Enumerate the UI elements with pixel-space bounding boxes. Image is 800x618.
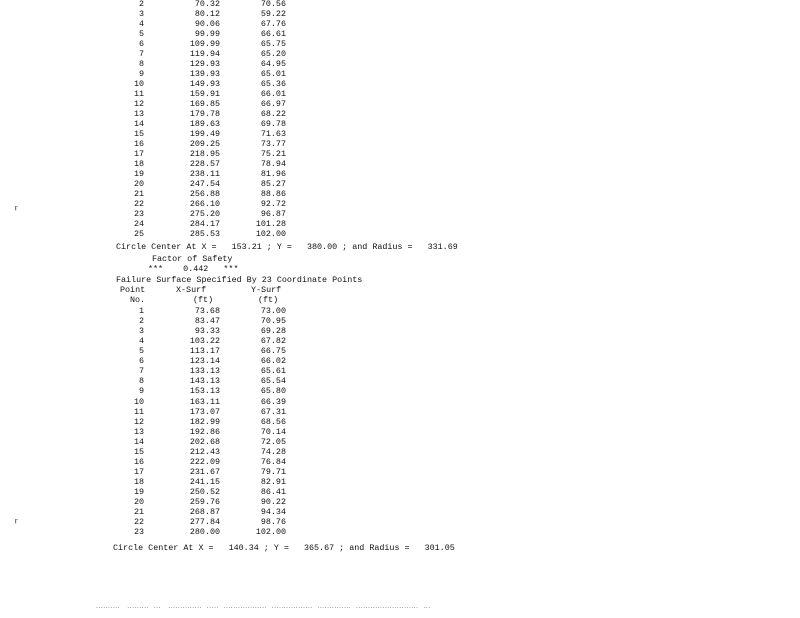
point-no: 18 bbox=[133, 158, 144, 169]
header-y-surf: Y-Surf bbox=[251, 285, 282, 295]
y-surf-value: 65.54 bbox=[260, 376, 286, 387]
circle-center-line-2: Circle Center At X = 140.34 ; Y = 365.67 ; and Radius = 301.05 bbox=[113, 543, 455, 553]
table-row bbox=[0, 428, 320, 438]
x-surf-value: 109.99 bbox=[189, 38, 220, 49]
y-surf-value: 74.28 bbox=[260, 446, 286, 457]
y-surf-value: 65.20 bbox=[260, 48, 286, 59]
x-surf-value: 277.84 bbox=[189, 517, 220, 528]
x-surf-value: 238.11 bbox=[189, 168, 220, 179]
y-surf-value: 90.22 bbox=[260, 497, 286, 508]
y-surf-value: 75.21 bbox=[260, 148, 286, 159]
point-no: 20 bbox=[133, 497, 144, 508]
y-surf-value: 71.63 bbox=[260, 128, 286, 139]
point-no: 21 bbox=[133, 188, 144, 199]
x-surf-value: 90.06 bbox=[194, 18, 220, 29]
point-no: 3 bbox=[138, 8, 144, 19]
x-surf-value: 129.93 bbox=[189, 58, 220, 69]
header-no: No. bbox=[130, 295, 146, 305]
x-surf-value: 189.63 bbox=[189, 118, 220, 129]
y-surf-value: 68.56 bbox=[260, 416, 286, 427]
point-no: 14 bbox=[133, 436, 144, 447]
point-no: 6 bbox=[138, 356, 144, 367]
point-no: 16 bbox=[133, 456, 144, 467]
y-surf-value: 65.75 bbox=[260, 38, 286, 49]
x-surf-value: 202.68 bbox=[189, 436, 220, 447]
x-surf-value: 212.43 bbox=[189, 446, 220, 457]
table-row bbox=[0, 150, 320, 160]
x-surf-value: 123.14 bbox=[189, 356, 220, 367]
y-surf-value: 102.00 bbox=[255, 228, 286, 239]
point-no: 9 bbox=[138, 386, 144, 397]
x-surf-value: 179.78 bbox=[189, 108, 220, 119]
x-surf-value: 73.68 bbox=[194, 306, 220, 316]
circle-center-line-1: Circle Center At X = 153.21 ; Y = 380.00 ; and Radius = 331.69 bbox=[116, 242, 458, 252]
y-surf-value: 85.27 bbox=[260, 178, 286, 189]
table-row bbox=[0, 170, 320, 180]
table-row bbox=[0, 408, 320, 418]
table-row bbox=[0, 110, 320, 120]
point-no: 10 bbox=[133, 78, 144, 89]
point-no: 22 bbox=[133, 517, 144, 528]
factor-of-safety-heading: Factor of Safety bbox=[152, 254, 233, 264]
point-no: 4 bbox=[138, 336, 144, 347]
point-no: 11 bbox=[133, 406, 144, 417]
x-surf-value: 173.07 bbox=[189, 406, 220, 417]
point-no: 23 bbox=[133, 527, 144, 538]
point-no: 17 bbox=[133, 148, 144, 159]
y-surf-value: 88.86 bbox=[260, 188, 286, 199]
point-no: 2 bbox=[138, 316, 144, 327]
point-no: 18 bbox=[133, 477, 144, 488]
point-no: 6 bbox=[138, 38, 144, 49]
point-no: 8 bbox=[138, 376, 144, 387]
y-surf-value: 73.00 bbox=[260, 306, 286, 316]
point-no: 10 bbox=[133, 396, 144, 407]
x-surf-value: 259.76 bbox=[189, 497, 220, 508]
table-row bbox=[0, 528, 320, 538]
table-row bbox=[0, 210, 320, 220]
failure-surface-title: Failure Surface Specified By 23 Coordinate Points bbox=[116, 275, 363, 285]
y-surf-value: 66.01 bbox=[260, 88, 286, 99]
header-x-unit: (ft) bbox=[193, 295, 214, 305]
table-row bbox=[0, 398, 320, 408]
point-no: 21 bbox=[133, 507, 144, 518]
x-surf-value: 153.13 bbox=[189, 386, 220, 397]
table-row bbox=[0, 120, 320, 130]
point-no: 7 bbox=[138, 48, 144, 59]
y-surf-value: 79.71 bbox=[260, 466, 286, 477]
y-surf-value: 66.39 bbox=[260, 396, 286, 407]
x-surf-value: 169.85 bbox=[189, 98, 220, 109]
table-row bbox=[0, 190, 320, 200]
point-no: 7 bbox=[138, 366, 144, 377]
y-surf-value: 67.82 bbox=[260, 336, 286, 347]
table-row bbox=[0, 140, 320, 150]
x-surf-value: 222.09 bbox=[189, 456, 220, 467]
x-surf-value: 285.53 bbox=[189, 228, 220, 239]
table-row bbox=[0, 90, 320, 100]
point-no: 1 bbox=[138, 306, 144, 316]
y-surf-value: 94.34 bbox=[260, 507, 286, 518]
y-surf-value: 81.96 bbox=[260, 168, 286, 179]
scan-mark: ⸢ bbox=[14, 517, 19, 531]
x-surf-value: 256.88 bbox=[189, 188, 220, 199]
x-surf-value: 103.22 bbox=[189, 336, 220, 347]
table-row bbox=[0, 448, 320, 458]
table-row bbox=[0, 80, 320, 90]
point-no: 12 bbox=[133, 416, 144, 427]
x-surf-value: 209.25 bbox=[189, 138, 220, 149]
y-surf-value: 66.75 bbox=[260, 346, 286, 357]
point-no: 23 bbox=[133, 208, 144, 219]
x-surf-value: 268.87 bbox=[189, 507, 220, 518]
x-surf-value: 228.57 bbox=[189, 158, 220, 169]
y-surf-value: 68.22 bbox=[260, 108, 286, 119]
x-surf-value: 99.99 bbox=[194, 28, 220, 39]
table-row bbox=[0, 220, 320, 230]
table-row bbox=[0, 230, 320, 240]
x-surf-value: 119.94 bbox=[189, 48, 220, 59]
y-surf-value: 59.22 bbox=[260, 8, 286, 19]
y-surf-value: 64.95 bbox=[260, 58, 286, 69]
table-row bbox=[0, 418, 320, 428]
point-no: 13 bbox=[133, 108, 144, 119]
table-row bbox=[0, 160, 320, 170]
y-surf-value: 70.95 bbox=[260, 316, 286, 327]
x-surf-value: 231.67 bbox=[189, 466, 220, 477]
point-no: 25 bbox=[133, 228, 144, 239]
y-surf-value: 82.91 bbox=[260, 477, 286, 488]
table-row bbox=[0, 438, 320, 448]
y-surf-value: 66.02 bbox=[260, 356, 286, 367]
point-no: 15 bbox=[133, 128, 144, 139]
table-row bbox=[0, 130, 320, 140]
y-surf-value: 70.56 bbox=[260, 0, 286, 9]
factor-of-safety-value: *** 0.442 *** bbox=[148, 264, 239, 274]
y-surf-value: 96.87 bbox=[260, 208, 286, 219]
y-surf-value: 66.61 bbox=[260, 28, 286, 39]
y-surf-value: 66.97 bbox=[260, 98, 286, 109]
point-no: 14 bbox=[133, 118, 144, 129]
scan-mark: ⸢ bbox=[14, 204, 19, 218]
y-surf-value: 92.72 bbox=[260, 198, 286, 209]
table-row bbox=[0, 100, 320, 110]
x-surf-value: 133.13 bbox=[189, 366, 220, 377]
header-point: Point bbox=[120, 285, 146, 295]
header-y-unit: (ft) bbox=[258, 295, 279, 305]
point-no: 11 bbox=[133, 88, 144, 99]
point-no: 19 bbox=[133, 487, 144, 498]
point-no: 13 bbox=[133, 426, 144, 437]
y-surf-value: 76.84 bbox=[260, 456, 286, 467]
x-surf-value: 163.11 bbox=[189, 396, 220, 407]
y-surf-value: 101.28 bbox=[255, 218, 286, 229]
point-no: 4 bbox=[138, 18, 144, 29]
x-surf-value: 218.95 bbox=[189, 148, 220, 159]
y-surf-value: 65.80 bbox=[260, 386, 286, 397]
x-surf-value: 280.00 bbox=[189, 527, 220, 538]
table-row bbox=[0, 70, 320, 80]
point-no: 8 bbox=[138, 58, 144, 69]
point-no: 17 bbox=[133, 466, 144, 477]
x-surf-value: 93.33 bbox=[194, 326, 220, 337]
x-surf-value: 80.12 bbox=[194, 8, 220, 19]
x-surf-value: 247.54 bbox=[189, 178, 220, 189]
y-surf-value: 65.61 bbox=[260, 366, 286, 377]
table-row bbox=[0, 387, 320, 397]
point-no: 19 bbox=[133, 168, 144, 179]
y-surf-value: 73.77 bbox=[260, 138, 286, 149]
y-surf-value: 70.14 bbox=[260, 426, 286, 437]
y-surf-value: 67.76 bbox=[260, 18, 286, 29]
x-surf-value: 70.32 bbox=[194, 0, 220, 9]
y-surf-value: 65.01 bbox=[260, 68, 286, 79]
point-no: 5 bbox=[138, 28, 144, 39]
x-surf-value: 139.93 bbox=[189, 68, 220, 79]
y-surf-value: 102.00 bbox=[255, 527, 286, 538]
y-surf-value: 69.28 bbox=[260, 326, 286, 337]
point-no: 2 bbox=[138, 0, 144, 9]
table-unit-row bbox=[0, 296, 320, 306]
table-row bbox=[0, 180, 320, 190]
y-surf-value: 65.36 bbox=[260, 78, 286, 89]
x-surf-value: 182.99 bbox=[189, 416, 220, 427]
x-surf-value: 275.20 bbox=[189, 208, 220, 219]
point-no: 22 bbox=[133, 198, 144, 209]
footer-text: .......... ......... ... .............. ..... .................. ................. .............. .......................... ... bbox=[96, 603, 431, 610]
point-no: 24 bbox=[133, 218, 144, 229]
x-surf-value: 113.17 bbox=[189, 346, 220, 357]
y-surf-value: 98.76 bbox=[260, 517, 286, 528]
point-no: 12 bbox=[133, 98, 144, 109]
x-surf-value: 83.47 bbox=[194, 316, 220, 327]
y-surf-value: 72.05 bbox=[260, 436, 286, 447]
point-no: 15 bbox=[133, 446, 144, 457]
y-surf-value: 78.94 bbox=[260, 158, 286, 169]
x-surf-value: 250.52 bbox=[189, 487, 220, 498]
x-surf-value: 149.93 bbox=[189, 78, 220, 89]
header-x-surf: X-Surf bbox=[176, 285, 207, 295]
point-no: 5 bbox=[138, 346, 144, 357]
point-no: 20 bbox=[133, 178, 144, 189]
x-surf-value: 159.91 bbox=[189, 88, 220, 99]
point-no: 9 bbox=[138, 68, 144, 79]
x-surf-value: 199.49 bbox=[189, 128, 220, 139]
x-surf-value: 143.13 bbox=[189, 376, 220, 387]
y-surf-value: 67.31 bbox=[260, 406, 286, 417]
table-row bbox=[0, 200, 320, 210]
y-surf-value: 69.78 bbox=[260, 118, 286, 129]
x-surf-value: 192.86 bbox=[189, 426, 220, 437]
point-no: 3 bbox=[138, 326, 144, 337]
point-no: 16 bbox=[133, 138, 144, 149]
x-surf-value: 284.17 bbox=[189, 218, 220, 229]
x-surf-value: 266.10 bbox=[189, 198, 220, 209]
y-surf-value: 86.41 bbox=[260, 487, 286, 498]
x-surf-value: 241.15 bbox=[189, 477, 220, 488]
